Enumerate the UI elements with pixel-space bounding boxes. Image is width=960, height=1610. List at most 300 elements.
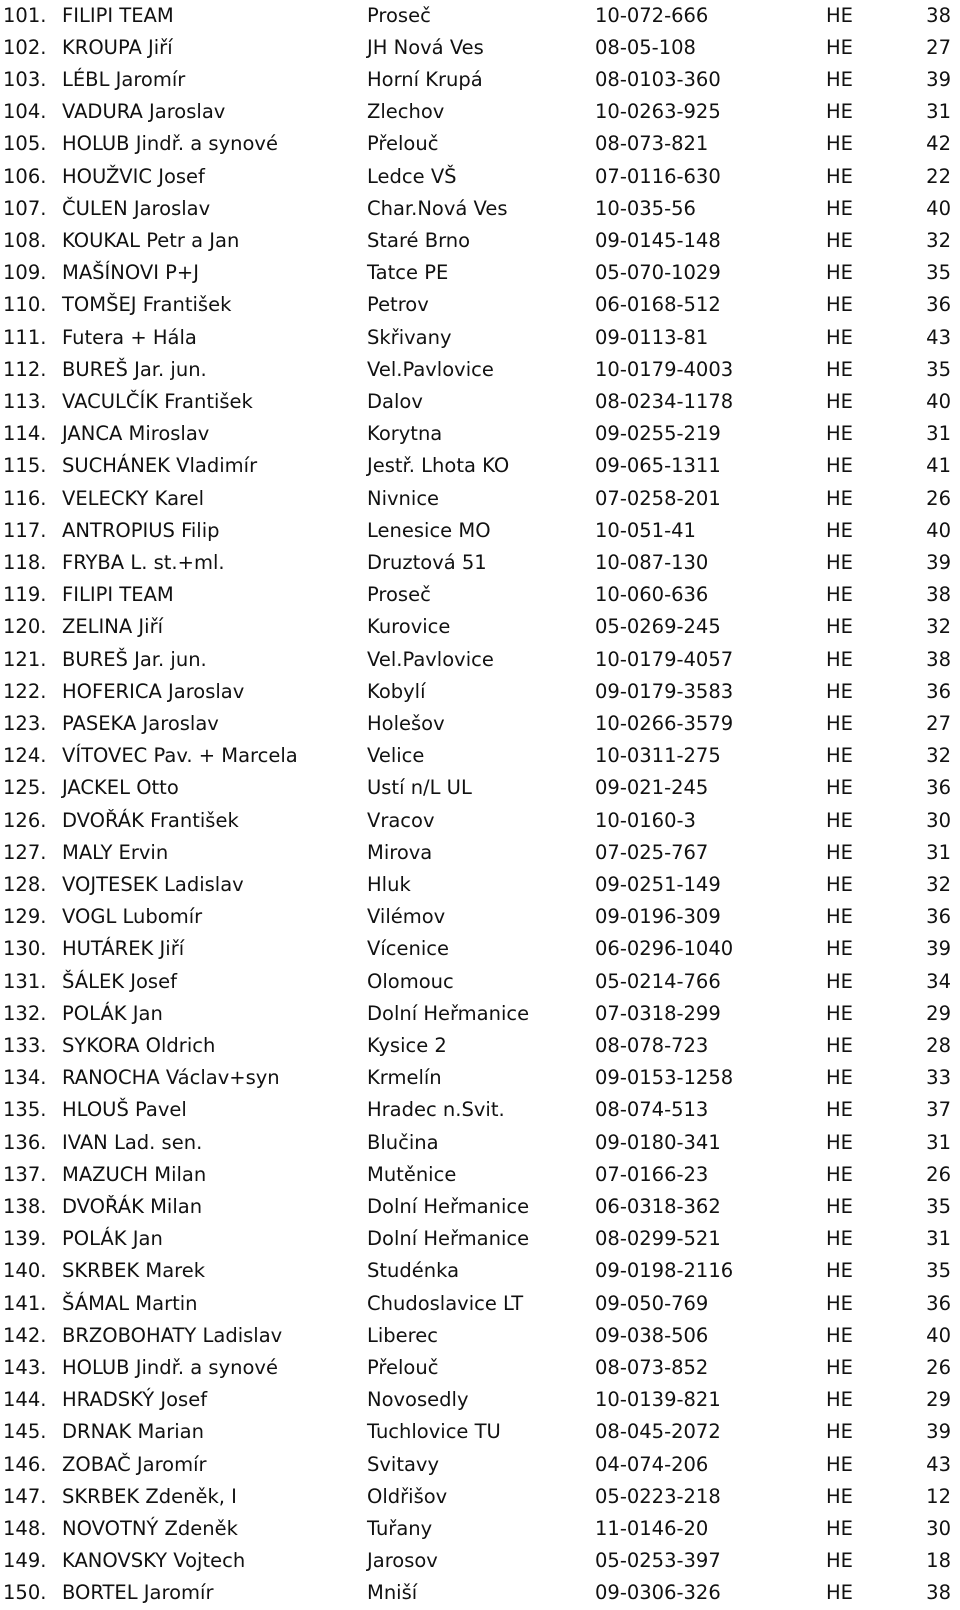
- rank-number: 132.: [3, 1001, 47, 1025]
- category: HE: [826, 132, 853, 156]
- score: 39: [926, 1420, 951, 1444]
- breeder-name: DVOŘÁK František: [62, 808, 239, 832]
- location: Liberec: [367, 1323, 438, 1347]
- rank-number: 134.: [3, 1066, 47, 1090]
- location: Tuřany: [367, 1516, 433, 1540]
- rank-number: 111.: [3, 325, 47, 349]
- category: HE: [826, 615, 853, 639]
- score: 42: [926, 132, 951, 156]
- list-item: [0, 1094, 960, 1126]
- list-item: [0, 0, 960, 32]
- rank-number: 113.: [3, 389, 47, 413]
- rank-number: 131.: [3, 969, 47, 993]
- list-item: [0, 1127, 960, 1159]
- breeder-name: KANOVSKY Vojtech: [62, 1549, 246, 1573]
- score: 31: [926, 100, 951, 124]
- rank-number: 140.: [3, 1259, 47, 1283]
- rank-number: 127.: [3, 840, 47, 864]
- ring-number: 10-051-41: [595, 518, 696, 542]
- breeder-name: ZELINA Jiří: [62, 615, 164, 639]
- score: 36: [926, 905, 951, 929]
- location: Studénka: [367, 1259, 460, 1283]
- list-item: [0, 515, 960, 547]
- score: 36: [926, 776, 951, 800]
- location: Dolní Heřmanice: [367, 1227, 530, 1251]
- category: HE: [826, 67, 853, 91]
- breeder-name: FRYBA L. st.+ml.: [62, 550, 225, 574]
- score: 32: [926, 228, 951, 252]
- ring-number: 07-0258-201: [595, 486, 721, 510]
- list-item: [0, 257, 960, 289]
- category: HE: [826, 1516, 853, 1540]
- breeder-name: HOFERICA Jaroslav: [62, 679, 245, 703]
- location: Proseč: [367, 583, 431, 607]
- breeder-name: LÉBL Jaromír: [62, 67, 186, 91]
- score: 41: [926, 454, 951, 478]
- ring-number: 09-0306-326: [595, 1581, 721, 1605]
- ring-number: 09-021-245: [595, 776, 709, 800]
- ring-number: 05-070-1029: [595, 261, 721, 285]
- rank-number: 116.: [3, 486, 47, 510]
- rank-number: 122.: [3, 679, 47, 703]
- ring-number: 06-0168-512: [595, 293, 721, 317]
- location: Velice: [367, 744, 425, 768]
- location: Kysice 2: [367, 1033, 447, 1057]
- list-item: [0, 354, 960, 386]
- category: HE: [826, 1581, 853, 1605]
- location: Dolní Heřmanice: [367, 1001, 530, 1025]
- score: 31: [926, 840, 951, 864]
- location: JH Nová Ves: [367, 35, 484, 59]
- rank-number: 147.: [3, 1484, 47, 1508]
- ring-number: 09-0153-1258: [595, 1066, 734, 1090]
- rank-number: 103.: [3, 67, 47, 91]
- breeder-name: MALY Ervin: [62, 840, 169, 864]
- rank-number: 138.: [3, 1194, 47, 1218]
- rank-number: 106.: [3, 164, 47, 188]
- rank-number: 110.: [3, 293, 47, 317]
- category: HE: [826, 261, 853, 285]
- ring-number: 05-0269-245: [595, 615, 721, 639]
- list-item: [0, 1191, 960, 1223]
- ring-number: 10-0179-4003: [595, 357, 734, 381]
- breeder-name: Futera + Hála: [62, 325, 197, 349]
- breeder-name: FILIPI TEAM: [62, 3, 174, 27]
- list-item: [0, 1062, 960, 1094]
- category: HE: [826, 1452, 853, 1476]
- breeder-name: TOMŠEJ František: [62, 293, 232, 317]
- list-item: [0, 32, 960, 64]
- breeder-name: PASEKA Jaroslav: [62, 711, 219, 735]
- rank-number: 124.: [3, 744, 47, 768]
- location: Staré Brno: [367, 228, 471, 252]
- breeder-name: ANTROPIUS Filip: [62, 518, 220, 542]
- list-item: [0, 579, 960, 611]
- breeder-name: JACKEL Otto: [62, 776, 179, 800]
- ring-number: 08-045-2072: [595, 1420, 721, 1444]
- ring-number: 10-0160-3: [595, 808, 696, 832]
- list-item: [0, 1352, 960, 1384]
- list-item: [0, 708, 960, 740]
- rank-number: 101.: [3, 3, 47, 27]
- ring-number: 05-0214-766: [595, 969, 721, 993]
- location: Hradec n.Svit.: [367, 1098, 505, 1122]
- score: 31: [926, 1130, 951, 1154]
- breeder-name: NOVOTNÝ Zdeněk: [62, 1516, 238, 1540]
- ring-number: 09-065-1311: [595, 454, 721, 478]
- breeder-name: HLOUŠ Pavel: [62, 1098, 187, 1122]
- category: HE: [826, 1001, 853, 1025]
- breeder-name: VADURA Jaroslav: [62, 100, 226, 124]
- list-item: [0, 386, 960, 418]
- list-item: [0, 418, 960, 450]
- ring-number: 06-0318-362: [595, 1194, 721, 1218]
- list-item: [0, 96, 960, 128]
- ring-number: 04-074-206: [595, 1452, 709, 1476]
- category: HE: [826, 1323, 853, 1347]
- location: Přelouč: [367, 132, 439, 156]
- category: HE: [826, 583, 853, 607]
- list-item: [0, 289, 960, 321]
- breeder-name: SUCHÁNEK Vladimír: [62, 454, 258, 478]
- ring-number: 10-0179-4057: [595, 647, 734, 671]
- location: Horní Krupá: [367, 67, 483, 91]
- breeder-name: BORTEL Jaromír: [62, 1581, 214, 1605]
- category: HE: [826, 969, 853, 993]
- category: HE: [826, 518, 853, 542]
- breeder-name: VACULČÍK František: [62, 389, 253, 413]
- category: HE: [826, 164, 853, 188]
- ring-number: 08-0103-360: [595, 67, 721, 91]
- location: Ledce VŠ: [367, 164, 457, 188]
- rank-number: 139.: [3, 1227, 47, 1251]
- list-item: [0, 225, 960, 257]
- list-item: [0, 1416, 960, 1448]
- category: HE: [826, 744, 853, 768]
- category: HE: [826, 1355, 853, 1379]
- list-item: [0, 1577, 960, 1609]
- category: HE: [826, 1291, 853, 1315]
- category: HE: [826, 100, 853, 124]
- ring-number: 10-072-666: [595, 3, 709, 27]
- category: HE: [826, 679, 853, 703]
- rank-number: 141.: [3, 1291, 47, 1315]
- location: Svitavy: [367, 1452, 440, 1476]
- location: Druztová 51: [367, 550, 487, 574]
- rank-number: 129.: [3, 905, 47, 929]
- location: Novosedly: [367, 1388, 469, 1412]
- category: HE: [826, 905, 853, 929]
- location: Korytna: [367, 422, 443, 446]
- ring-number: 10-0263-925: [595, 100, 721, 124]
- list-item: [0, 998, 960, 1030]
- score: 38: [926, 647, 951, 671]
- list-item: [0, 611, 960, 643]
- list-item: [0, 547, 960, 579]
- category: HE: [826, 422, 853, 446]
- location: Mutěnice: [367, 1162, 457, 1186]
- score: 40: [926, 196, 951, 220]
- score: 36: [926, 679, 951, 703]
- category: HE: [826, 1484, 853, 1508]
- score: 28: [926, 1033, 951, 1057]
- ring-number: 09-038-506: [595, 1323, 709, 1347]
- list-item: [0, 64, 960, 96]
- rank-number: 107.: [3, 196, 47, 220]
- list-item: [0, 1481, 960, 1513]
- location: Vracov: [367, 808, 435, 832]
- category: HE: [826, 872, 853, 896]
- list-item: [0, 837, 960, 869]
- rank-number: 104.: [3, 100, 47, 124]
- score: 32: [926, 615, 951, 639]
- rank-number: 136.: [3, 1130, 47, 1154]
- category: HE: [826, 711, 853, 735]
- category: HE: [826, 1130, 853, 1154]
- location: Kurovice: [367, 615, 451, 639]
- category: HE: [826, 1194, 853, 1218]
- location: Dolní Heřmanice: [367, 1194, 530, 1218]
- breeder-name: DVOŘÁK Milan: [62, 1194, 203, 1218]
- location: Blučina: [367, 1130, 439, 1154]
- category: HE: [826, 325, 853, 349]
- rank-number: 120.: [3, 615, 47, 639]
- score: 34: [926, 969, 951, 993]
- score: 38: [926, 3, 951, 27]
- breeder-name: VELECKY Karel: [62, 486, 205, 510]
- location: Oldřišov: [367, 1484, 448, 1508]
- location: Vel.Pavlovice: [367, 357, 494, 381]
- ring-number: 10-0311-275: [595, 744, 721, 768]
- location: Dalov: [367, 389, 423, 413]
- location: Ustí n/L UL: [367, 776, 472, 800]
- rank-number: 119.: [3, 583, 47, 607]
- score: 40: [926, 1323, 951, 1347]
- ring-number: 07-025-767: [595, 840, 709, 864]
- location: Kobylí: [367, 679, 426, 703]
- list-item: [0, 450, 960, 482]
- ring-number: 10-087-130: [595, 550, 709, 574]
- breeder-name: ŠÁMAL Martin: [62, 1291, 198, 1315]
- score: 38: [926, 583, 951, 607]
- score: 39: [926, 937, 951, 961]
- location: Tuchlovice TU: [367, 1420, 501, 1444]
- location: Olomouc: [367, 969, 454, 993]
- location: Jarosov: [367, 1549, 438, 1573]
- score: 18: [926, 1549, 951, 1573]
- score: 35: [926, 261, 951, 285]
- score: 36: [926, 1291, 951, 1315]
- ring-number: 08-0299-521: [595, 1227, 721, 1251]
- rank-number: 125.: [3, 776, 47, 800]
- ring-number: 09-0113-81: [595, 325, 709, 349]
- score: 36: [926, 293, 951, 317]
- location: Nivnice: [367, 486, 440, 510]
- location: Mirova: [367, 840, 433, 864]
- breeder-name: BRZOBOHATY Ladislav: [62, 1323, 283, 1347]
- breeder-name: VÍTOVEC Pav. + Marcela: [62, 744, 298, 768]
- list-item: [0, 1384, 960, 1416]
- ring-number: 10-0266-3579: [595, 711, 734, 735]
- breeder-name: HOLUB Jindř. a synové: [62, 132, 278, 156]
- category: HE: [826, 1098, 853, 1122]
- rank-number: 115.: [3, 454, 47, 478]
- category: HE: [826, 228, 853, 252]
- ring-number: 09-0145-148: [595, 228, 721, 252]
- list-item: [0, 1255, 960, 1287]
- category: HE: [826, 550, 853, 574]
- category: HE: [826, 454, 853, 478]
- category: HE: [826, 3, 853, 27]
- category: HE: [826, 808, 853, 832]
- breeder-name: ŠÁLEK Josef: [62, 969, 177, 993]
- score: 30: [926, 1516, 951, 1540]
- rank-number: 135.: [3, 1098, 47, 1122]
- category: HE: [826, 1066, 853, 1090]
- breeder-name: HUTÁREK Jiří: [62, 937, 185, 961]
- ring-number: 11-0146-20: [595, 1516, 709, 1540]
- ring-number: 09-0180-341: [595, 1130, 721, 1154]
- category: HE: [826, 776, 853, 800]
- ring-number: 08-073-852: [595, 1355, 709, 1379]
- breeder-name: ZOBAČ Jaromír: [62, 1452, 207, 1476]
- score: 31: [926, 1227, 951, 1251]
- score: 35: [926, 1259, 951, 1283]
- rank-number: 133.: [3, 1033, 47, 1057]
- list-item: [0, 1545, 960, 1577]
- ring-number: 05-0253-397: [595, 1549, 721, 1573]
- category: HE: [826, 1033, 853, 1057]
- location: Hluk: [367, 872, 411, 896]
- score: 43: [926, 1452, 951, 1476]
- breeder-name: IVAN Lad. sen.: [62, 1130, 203, 1154]
- rank-number: 109.: [3, 261, 47, 285]
- rank-number: 126.: [3, 808, 47, 832]
- breeder-name: POLÁK Jan: [62, 1227, 163, 1251]
- score: 29: [926, 1388, 951, 1412]
- category: HE: [826, 1549, 853, 1573]
- rank-number: 144.: [3, 1388, 47, 1412]
- breeder-name: POLÁK Jan: [62, 1001, 163, 1025]
- location: Vel.Pavlovice: [367, 647, 494, 671]
- list-item: [0, 644, 960, 676]
- location: Proseč: [367, 3, 431, 27]
- ring-number: 10-035-56: [595, 196, 696, 220]
- location: Krmelín: [367, 1066, 442, 1090]
- ring-number: 09-0179-3583: [595, 679, 734, 703]
- rank-number: 114.: [3, 422, 47, 446]
- list-item: [0, 193, 960, 225]
- score: 26: [926, 1355, 951, 1379]
- location: Přelouč: [367, 1355, 439, 1379]
- breeder-name: KROUPA Jiří: [62, 35, 173, 59]
- list-item: [0, 966, 960, 998]
- breeder-name: MAZUCH Milan: [62, 1162, 207, 1186]
- breeder-name: RANOCHA Václav+syn: [62, 1066, 280, 1090]
- rank-number: 121.: [3, 647, 47, 671]
- rank-number: 148.: [3, 1516, 47, 1540]
- score: 39: [926, 67, 951, 91]
- rank-number: 149.: [3, 1549, 47, 1573]
- category: HE: [826, 35, 853, 59]
- location: Lenesice MO: [367, 518, 491, 542]
- ring-number: 08-078-723: [595, 1033, 709, 1057]
- breeder-name: BUREŠ Jar. jun.: [62, 357, 207, 381]
- list-item: [0, 933, 960, 965]
- score: 26: [926, 1162, 951, 1186]
- breeder-name: BUREŠ Jar. jun.: [62, 647, 207, 671]
- score: 39: [926, 550, 951, 574]
- score: 30: [926, 808, 951, 832]
- list-item: [0, 1030, 960, 1062]
- location: Vilémov: [367, 905, 446, 929]
- score: 31: [926, 422, 951, 446]
- score: 40: [926, 389, 951, 413]
- list-item: [0, 740, 960, 772]
- category: HE: [826, 293, 853, 317]
- list-item: [0, 483, 960, 515]
- ring-number: 09-0255-219: [595, 422, 721, 446]
- ring-number: 05-0223-218: [595, 1484, 721, 1508]
- rank-number: 108.: [3, 228, 47, 252]
- list-item: [0, 1223, 960, 1255]
- ring-number: 08-05-108: [595, 35, 696, 59]
- list-item: [0, 1288, 960, 1320]
- score: 29: [926, 1001, 951, 1025]
- score: 32: [926, 872, 951, 896]
- category: HE: [826, 1420, 853, 1444]
- category: HE: [826, 1162, 853, 1186]
- location: Jestř. Lhota KO: [367, 454, 510, 478]
- list-item: [0, 676, 960, 708]
- score: 12: [926, 1484, 951, 1508]
- breeder-name: VOJTESEK Ladislav: [62, 872, 244, 896]
- list-item: [0, 772, 960, 804]
- rank-number: 102.: [3, 35, 47, 59]
- category: HE: [826, 1388, 853, 1412]
- breeder-name: SKRBEK Marek: [62, 1259, 206, 1283]
- breeder-name: SYKORA Oldrich: [62, 1033, 216, 1057]
- rank-number: 128.: [3, 872, 47, 896]
- ring-number: 09-0196-309: [595, 905, 721, 929]
- score: 37: [926, 1098, 951, 1122]
- breeder-name: VOGL Lubomír: [62, 905, 203, 929]
- score: 32: [926, 744, 951, 768]
- breeder-name: KOUKAL Petr a Jan: [62, 228, 240, 252]
- rank-number: 105.: [3, 132, 47, 156]
- list-item: [0, 1159, 960, 1191]
- ring-number: 09-0198-2116: [595, 1259, 734, 1283]
- list-item: [0, 128, 960, 160]
- category: HE: [826, 840, 853, 864]
- location: Skřivany: [367, 325, 452, 349]
- ring-number: 09-0251-149: [595, 872, 721, 896]
- ring-number: 10-0139-821: [595, 1388, 721, 1412]
- list-item: [0, 1320, 960, 1352]
- category: HE: [826, 1259, 853, 1283]
- list-item: [0, 805, 960, 837]
- score: 43: [926, 325, 951, 349]
- score: 35: [926, 1194, 951, 1218]
- breeder-name: ČULEN Jaroslav: [62, 196, 211, 220]
- category: HE: [826, 389, 853, 413]
- list-item: [0, 1513, 960, 1545]
- ring-number: 07-0318-299: [595, 1001, 721, 1025]
- list-item: [0, 901, 960, 933]
- breeder-name: MAŠÍNOVI P+J: [62, 261, 200, 285]
- list-item: [0, 869, 960, 901]
- score: 38: [926, 1581, 951, 1605]
